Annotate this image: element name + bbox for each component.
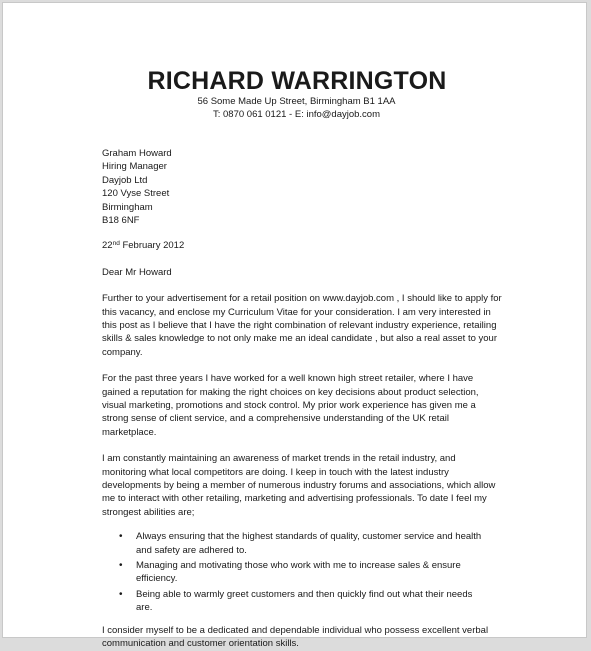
bullet-icon: • xyxy=(119,531,123,543)
list-item xyxy=(102,588,502,615)
ability-text: Being able to warmly greet customers and then quickly find out what their needs are. xyxy=(136,588,473,614)
salutation: Dear Mr Howard xyxy=(102,266,172,278)
letter-body xyxy=(102,147,502,651)
recipient-name: Graham Howard xyxy=(102,148,172,159)
recipient-company: Dayjob Ltd xyxy=(102,174,148,186)
letter-page xyxy=(2,2,587,650)
ability-text: Always ensuring that the highest standards of quality, customer service and health and safety are adhered to. xyxy=(136,531,482,556)
ability-text: Managing and motivating those who work with me to increase sales & ensure efficiency. xyxy=(136,560,461,585)
recipient-city: Birmingham xyxy=(102,201,153,213)
date-month-year: February 2012 xyxy=(119,240,185,252)
recipient-title: Hiring Manager xyxy=(102,161,167,173)
recipient-block xyxy=(102,147,502,227)
date-day: 22 xyxy=(102,240,113,252)
bullet-icon: • xyxy=(119,560,123,572)
sender-name: RICHARD WARRINGTON xyxy=(147,67,447,95)
paragraph-intro: Further to your advertisement for a retail position on www.dayjob.com , I should like to apply for this vacancy, and enclose my Curriculum Vitae for your consideration. I am very interested in this post as I believe that I have the right combination of relevant industry experience, retailing skills & sales knowledge to not only make me an ideal candidate , but also a real asset to your company. xyxy=(102,293,502,358)
abilities-list xyxy=(102,530,502,614)
recipient-postcode: B18 6NF xyxy=(102,214,140,226)
list-item xyxy=(102,530,502,557)
sender-address: 56 Some Made Up Street, Birmingham B1 1AA xyxy=(197,96,396,107)
letter-date xyxy=(102,239,502,252)
sender-contact: T: 0870 061 0121 - E: info@dayjob.com xyxy=(212,109,381,120)
recipient-street: 120 Vyse Street xyxy=(102,188,170,200)
date-suffix: nd xyxy=(112,240,120,248)
paragraph-market-awareness: I am constantly maintaining an awareness of market trends in the retail industry, and monitoring what local competitors are doing. I keep in touch with the latest industry developments by being a member of numerous industry forums and associations, which allow me to interact with other retailing, marketing and advertising professionals. To date I feel my strongest abilities are; xyxy=(102,453,496,518)
paragraph-closing: I consider myself to be a dedicated and dependable individual who possess excellent verbal communication and customer orientation skills. xyxy=(102,624,489,650)
paragraph-experience: For the past three years I have worked for a well known high street retailer, where I have gained a reputation for making the right choices on key decisions about product selection, visual marketing, promotions and stock control. My prior work experience has given me a strong sense of client service, and a comprehensive understanding of the UK retail marketplace. xyxy=(102,373,479,438)
bullet-icon: • xyxy=(119,588,123,600)
letter-header xyxy=(3,67,586,121)
list-item xyxy=(102,559,502,586)
